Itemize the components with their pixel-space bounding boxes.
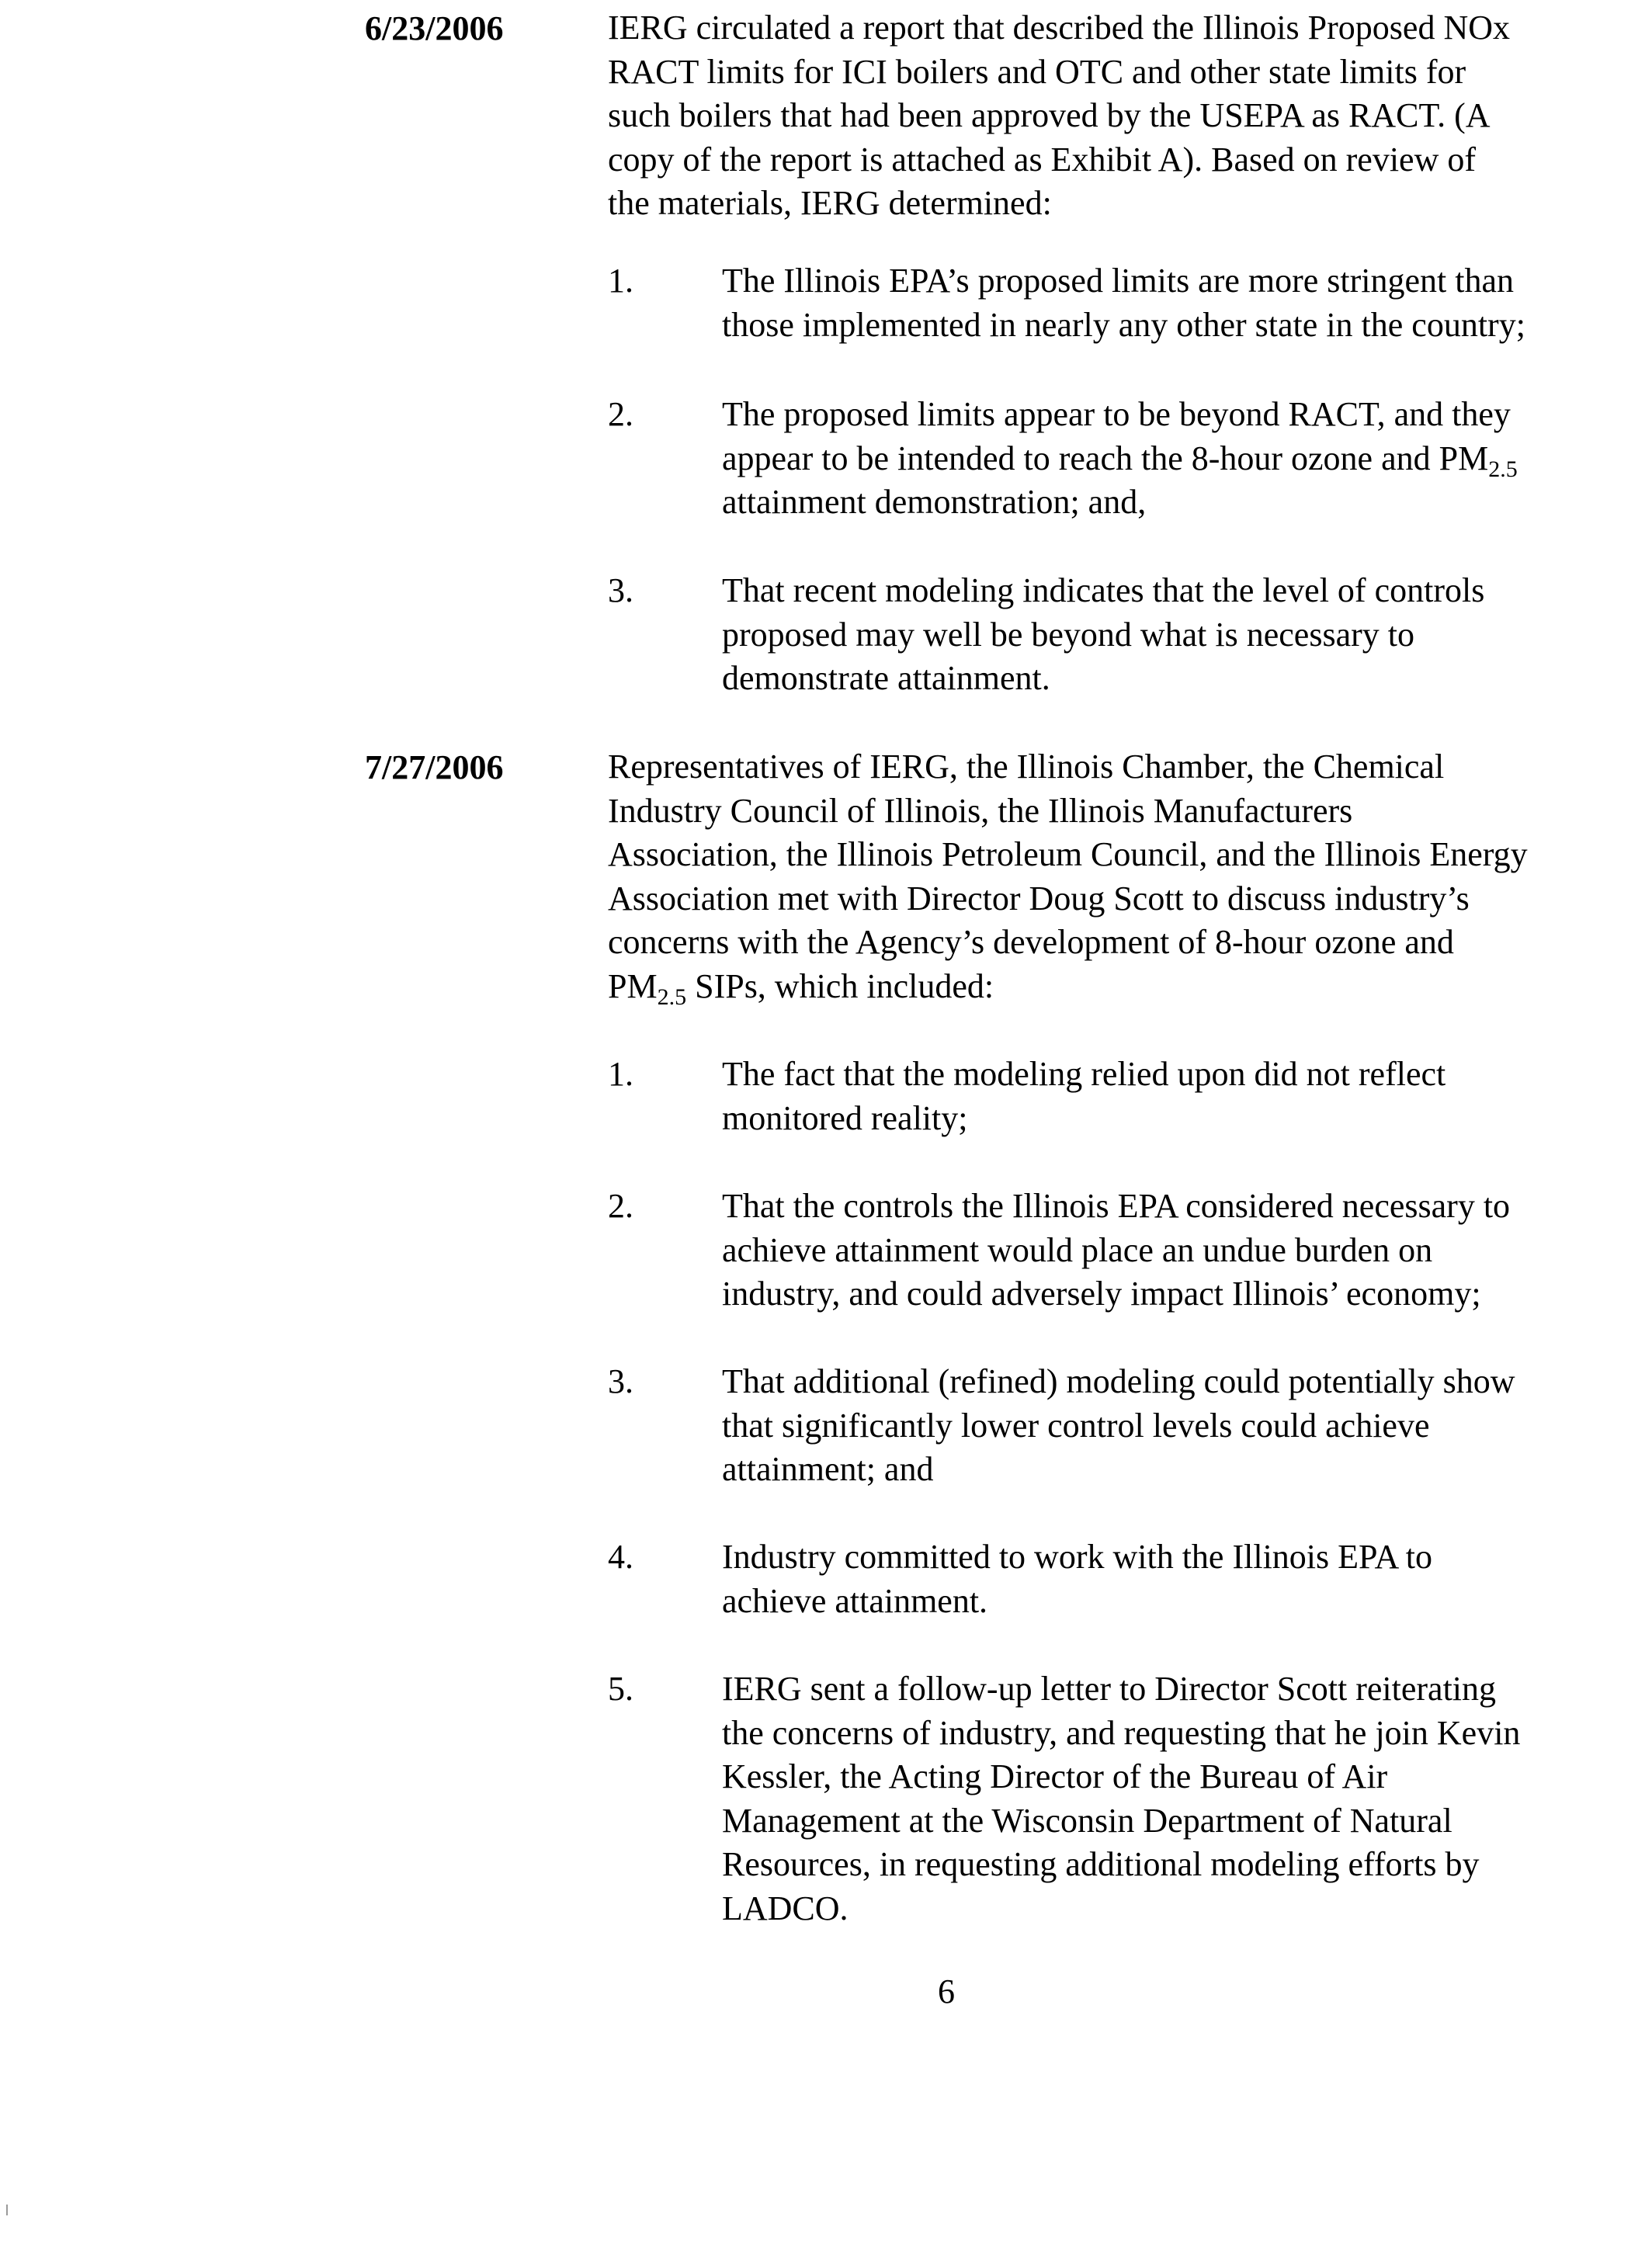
item-text [722,1053,1642,1140]
item-line: the concerns of industry, and requesting that he join Kevin [722,1713,1521,1752]
item-line [722,437,1642,481]
item-line: attainment demonstration; and, [722,483,1147,521]
item-number: 2. [608,395,633,433]
item-number: 2. [608,1187,633,1225]
item-text [722,393,1642,525]
item-number: 1. [608,1055,633,1093]
item-line: those implemented in nearly any other state in the country; [722,305,1525,344]
scan-edge-mark [6,2205,8,2215]
item-line: monitored reality; [722,1098,968,1137]
paragraph-line: Industry Council of Illinois, the Illinois Manufacturers [608,791,1353,830]
entry-date: 6/23/2006 [365,9,504,47]
subscript: 2.5 [1488,456,1518,482]
paragraph-line: such boilers that had been approved by the USEPA as RACT. (A [608,96,1491,134]
item-line: The fact that the modeling relied upon did not reflect [722,1055,1446,1093]
paragraph-line: RACT limits for ICI boilers and OTC and other state limits for [608,52,1466,91]
entry-paragraph [608,745,1640,1008]
paragraph-line [608,965,1640,1009]
item-number: 5. [608,1670,633,1708]
paragraph-line: copy of the report is attached as Exhibit A). Based on review of [608,140,1477,179]
item-line: The Illinois EPA’s proposed limits are more stringent than [722,262,1515,300]
paragraph-line-text: PM [608,966,658,1005]
entry-paragraph [608,6,1640,226]
item-line: industry, and could adversely impact Illinois’ economy; [722,1275,1481,1313]
item-number: 3. [608,1362,633,1400]
item-line: The proposed limits appear to be beyond RACT, and they [722,395,1511,433]
item-line: that significantly lower control levels could achieve [722,1406,1430,1445]
item-line: achieve attainment would place an undue burden on [722,1230,1433,1269]
paragraph-line: IERG circulated a report that described the Illinois Proposed NOx [608,9,1511,47]
item-text [722,1667,1642,1931]
item-text [722,1535,1642,1623]
item-number: 4. [608,1538,633,1576]
item-text [722,569,1642,701]
subscript: 2.5 [657,984,687,1010]
item-line: Management at the Wisconsin Department of Natural [722,1801,1452,1840]
item-line: attainment; and [722,1450,934,1488]
item-text [722,1185,1642,1317]
item-line: achieve attainment. [722,1581,988,1620]
item-number: 1. [608,262,633,300]
item-line: That the controls the Illinois EPA considered necessary to [722,1187,1511,1225]
item-number: 3. [608,571,633,609]
item-line: Kessler, the Acting Director of the Bureau of Air [722,1757,1388,1795]
item-line: IERG sent a follow-up letter to Director Scott reiterating [722,1670,1497,1708]
item-line: Industry committed to work with the Illinois EPA to [722,1538,1433,1576]
item-text [722,259,1642,347]
entry-date: 7/27/2006 [365,748,504,786]
paragraph-line-text: SIPs, which included: [686,966,994,1005]
page-number: 6 [938,1972,955,2010]
item-text [722,1360,1642,1492]
item-line: LADCO. [722,1889,849,1927]
item-line: That additional (refined) modeling could potentially show [722,1362,1515,1400]
paragraph-line: Association met with Director Doug Scott to discuss industry’s [608,879,1470,918]
item-line: proposed may well be beyond what is necessary to [722,615,1414,654]
item-line: That recent modeling indicates that the level of controls [722,571,1485,609]
paragraph-line: Association, the Illinois Petroleum Council, and the Illinois Energy [608,835,1528,873]
item-line-text: appear to be intended to reach the 8-hour ozone and PM [722,439,1489,477]
paragraph-line: Representatives of IERG, the Illinois Chamber, the Chemical [608,748,1445,786]
paragraph-line: the materials, IERG determined: [608,184,1052,222]
paragraph-line: concerns with the Agency’s development of 8-hour ozone and [608,923,1454,961]
item-line: Resources, in requesting additional modeling efforts by [722,1845,1480,1883]
item-line: demonstrate attainment. [722,659,1050,697]
